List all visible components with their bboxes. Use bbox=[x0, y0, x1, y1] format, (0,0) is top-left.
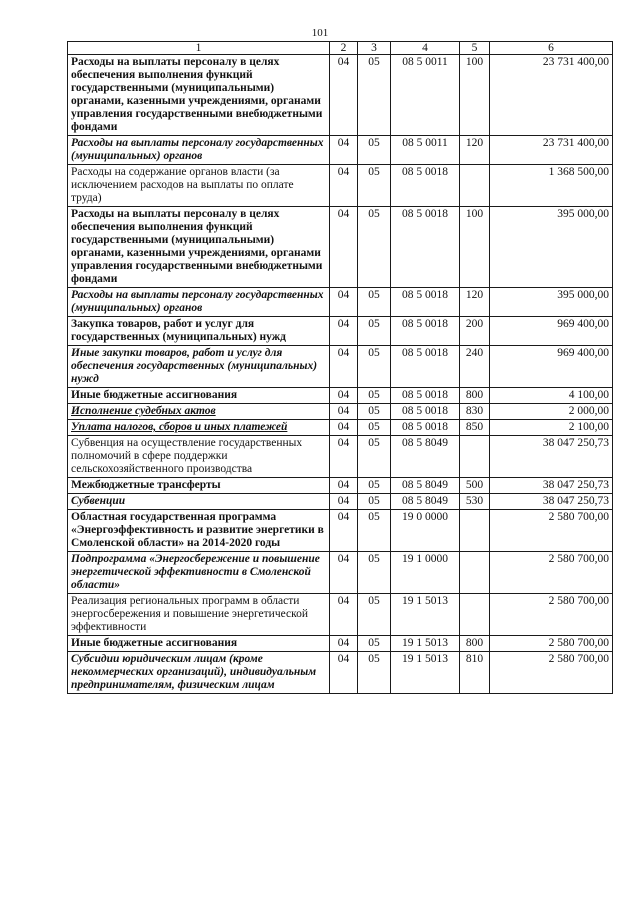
table-row bbox=[68, 494, 613, 510]
row-expense-type: 100 bbox=[460, 207, 490, 288]
row-expense-type: 800 bbox=[460, 636, 490, 652]
row-name: Межбюджетные трансферты bbox=[68, 478, 330, 494]
row-subsection: 05 bbox=[358, 552, 391, 594]
row-target-article: 08 5 0018 bbox=[391, 288, 460, 317]
table-row bbox=[68, 388, 613, 404]
table-row bbox=[68, 594, 613, 636]
row-expense-type: 120 bbox=[460, 288, 490, 317]
row-expense-type: 120 bbox=[460, 136, 490, 165]
row-name: Расходы на выплаты персоналу в целях обеспечения выполнения функций государственными (муниципальными) органами, казенными учреждениями, органами управления государственными внебюджетными фондами bbox=[68, 55, 330, 136]
row-expense-type: 800 bbox=[460, 388, 490, 404]
table-row bbox=[68, 207, 613, 288]
row-subsection: 05 bbox=[358, 420, 391, 436]
row-section: 04 bbox=[330, 652, 358, 694]
row-expense-type: 240 bbox=[460, 346, 490, 388]
row-expense-type bbox=[460, 510, 490, 552]
row-subsection: 05 bbox=[358, 404, 391, 420]
row-subsection: 05 bbox=[358, 317, 391, 346]
row-subsection: 05 bbox=[358, 288, 391, 317]
row-amount: 2 580 700,00 bbox=[490, 652, 613, 694]
row-expense-type bbox=[460, 165, 490, 207]
row-target-article: 08 5 8049 bbox=[391, 494, 460, 510]
row-section: 04 bbox=[330, 494, 358, 510]
table-row bbox=[68, 652, 613, 694]
row-section: 04 bbox=[330, 420, 358, 436]
row-amount: 38 047 250,73 bbox=[490, 478, 613, 494]
row-amount: 969 400,00 bbox=[490, 317, 613, 346]
row-name: Исполнение судебных актов bbox=[68, 404, 330, 420]
row-section: 04 bbox=[330, 346, 358, 388]
column-header: 4 bbox=[391, 42, 460, 55]
row-amount: 2 580 700,00 bbox=[490, 594, 613, 636]
row-subsection: 05 bbox=[358, 165, 391, 207]
row-amount: 23 731 400,00 bbox=[490, 55, 613, 136]
row-subsection: 05 bbox=[358, 494, 391, 510]
row-amount: 2 580 700,00 bbox=[490, 552, 613, 594]
page-number: 101 bbox=[311, 27, 329, 39]
row-name: Субсидии юридическим лицам (кроме некоммерческих организаций), индивидуальным предпринимателям, физическим лицам bbox=[68, 652, 330, 694]
table-body bbox=[68, 55, 613, 694]
row-name: Областная государственная программа «Энергоэффективность и развитие энергетики в Смоленской области» на 2014-2020 годы bbox=[68, 510, 330, 552]
row-subsection: 05 bbox=[358, 55, 391, 136]
row-expense-type bbox=[460, 436, 490, 478]
row-target-article: 08 5 0018 bbox=[391, 207, 460, 288]
row-name: Иные закупки товаров, работ и услуг для обеспечения государственных (муниципальных) нужд bbox=[68, 346, 330, 388]
table-row bbox=[68, 510, 613, 552]
row-amount: 2 580 700,00 bbox=[490, 510, 613, 552]
row-target-article: 08 5 0018 bbox=[391, 420, 460, 436]
row-subsection: 05 bbox=[358, 510, 391, 552]
row-amount: 23 731 400,00 bbox=[490, 136, 613, 165]
table-row bbox=[68, 55, 613, 136]
row-section: 04 bbox=[330, 55, 358, 136]
row-expense-type bbox=[460, 594, 490, 636]
row-section: 04 bbox=[330, 288, 358, 317]
row-target-article: 19 1 0000 bbox=[391, 552, 460, 594]
row-target-article: 08 5 0018 bbox=[391, 388, 460, 404]
row-section: 04 bbox=[330, 207, 358, 288]
row-expense-type: 530 bbox=[460, 494, 490, 510]
budget-table bbox=[67, 41, 613, 694]
row-name: Уплата налогов, сборов и иных платежей bbox=[68, 420, 330, 436]
row-target-article: 08 5 0011 bbox=[391, 55, 460, 136]
row-target-article: 08 5 0018 bbox=[391, 165, 460, 207]
row-name: Расходы на содержание органов власти (за исключением расходов на выплаты по оплате труда) bbox=[68, 165, 330, 207]
row-section: 04 bbox=[330, 636, 358, 652]
row-amount: 2 100,00 bbox=[490, 420, 613, 436]
row-target-article: 19 1 5013 bbox=[391, 594, 460, 636]
row-amount: 4 100,00 bbox=[490, 388, 613, 404]
row-target-article: 08 5 0011 bbox=[391, 136, 460, 165]
table-row bbox=[68, 636, 613, 652]
column-header: 5 bbox=[460, 42, 490, 55]
row-target-article: 19 0 0000 bbox=[391, 510, 460, 552]
row-name: Реализация региональных программ в области энергосбережения и повышение энергетической эффективности bbox=[68, 594, 330, 636]
row-section: 04 bbox=[330, 510, 358, 552]
row-section: 04 bbox=[330, 478, 358, 494]
row-expense-type: 100 bbox=[460, 55, 490, 136]
row-target-article: 08 5 8049 bbox=[391, 436, 460, 478]
row-amount: 2 580 700,00 bbox=[490, 636, 613, 652]
row-section: 04 bbox=[330, 404, 358, 420]
row-expense-type: 830 bbox=[460, 404, 490, 420]
table-row bbox=[68, 346, 613, 388]
row-section: 04 bbox=[330, 388, 358, 404]
row-section: 04 bbox=[330, 136, 358, 165]
column-header: 1 bbox=[68, 42, 330, 55]
row-amount: 395 000,00 bbox=[490, 288, 613, 317]
row-target-article: 08 5 0018 bbox=[391, 404, 460, 420]
row-section: 04 bbox=[330, 317, 358, 346]
row-amount: 395 000,00 bbox=[490, 207, 613, 288]
row-subsection: 05 bbox=[358, 436, 391, 478]
row-subsection: 05 bbox=[358, 594, 391, 636]
row-name: Иные бюджетные ассигнования bbox=[68, 636, 330, 652]
row-subsection: 05 bbox=[358, 207, 391, 288]
row-subsection: 05 bbox=[358, 388, 391, 404]
row-section: 04 bbox=[330, 436, 358, 478]
row-section: 04 bbox=[330, 594, 358, 636]
row-subsection: 05 bbox=[358, 478, 391, 494]
table-header-row bbox=[68, 42, 613, 55]
row-amount: 969 400,00 bbox=[490, 346, 613, 388]
row-target-article: 08 5 0018 bbox=[391, 346, 460, 388]
row-name: Расходы на выплаты персоналу государственных (муниципальных) органов bbox=[68, 288, 330, 317]
row-target-article: 19 1 5013 bbox=[391, 636, 460, 652]
row-expense-type: 500 bbox=[460, 478, 490, 494]
table-row bbox=[68, 317, 613, 346]
row-amount: 2 000,00 bbox=[490, 404, 613, 420]
row-subsection: 05 bbox=[358, 652, 391, 694]
column-header: 3 bbox=[358, 42, 391, 55]
row-name: Субвенции bbox=[68, 494, 330, 510]
row-expense-type bbox=[460, 552, 490, 594]
table-row bbox=[68, 404, 613, 420]
row-name: Субвенция на осуществление государственных полномочий в сфере поддержки сельскохозяйственного производства bbox=[68, 436, 330, 478]
column-header: 6 bbox=[490, 42, 613, 55]
table-row bbox=[68, 136, 613, 165]
row-subsection: 05 bbox=[358, 136, 391, 165]
table-row bbox=[68, 165, 613, 207]
row-section: 04 bbox=[330, 165, 358, 207]
table-row bbox=[68, 288, 613, 317]
row-name: Подпрограмма «Энергосбережение и повышение энергетической эффективности в Смоленской области» bbox=[68, 552, 330, 594]
row-target-article: 08 5 8049 bbox=[391, 478, 460, 494]
row-expense-type: 810 bbox=[460, 652, 490, 694]
table-row bbox=[68, 420, 613, 436]
column-header: 2 bbox=[330, 42, 358, 55]
row-name: Иные бюджетные ассигнования bbox=[68, 388, 330, 404]
row-name: Расходы на выплаты персоналу государственных (муниципальных) органов bbox=[68, 136, 330, 165]
row-expense-type: 200 bbox=[460, 317, 490, 346]
row-name: Закупка товаров, работ и услуг для государственных (муниципальных) нужд bbox=[68, 317, 330, 346]
row-section: 04 bbox=[330, 552, 358, 594]
row-amount: 38 047 250,73 bbox=[490, 494, 613, 510]
row-target-article: 08 5 0018 bbox=[391, 317, 460, 346]
row-name: Расходы на выплаты персоналу в целях обеспечения выполнения функций государственными (муниципальными) органами, казенными учреждениями, органами управления государственными внебюджетными фондами bbox=[68, 207, 330, 288]
table-row bbox=[68, 436, 613, 478]
row-subsection: 05 bbox=[358, 636, 391, 652]
row-subsection: 05 bbox=[358, 346, 391, 388]
table-row bbox=[68, 552, 613, 594]
row-amount: 38 047 250,73 bbox=[490, 436, 613, 478]
table-row bbox=[68, 478, 613, 494]
row-expense-type: 850 bbox=[460, 420, 490, 436]
row-amount: 1 368 500,00 bbox=[490, 165, 613, 207]
row-target-article: 19 1 5013 bbox=[391, 652, 460, 694]
